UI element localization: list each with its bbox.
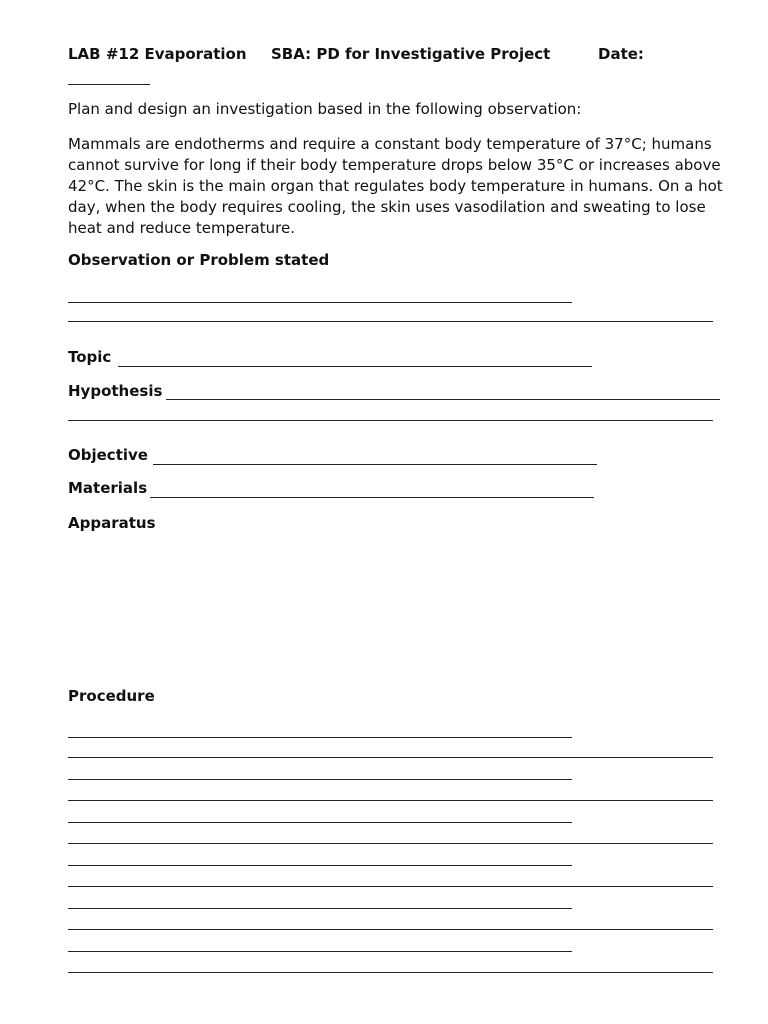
procedure-answer-line[interactable]	[68, 908, 572, 909]
procedure-answer-line[interactable]	[68, 951, 572, 952]
instruction-text: Plan and design an investigation based in the following observation:	[68, 100, 582, 118]
procedure-answer-line[interactable]	[68, 822, 572, 823]
procedure-heading: Procedure	[68, 687, 155, 705]
objective-answer-line[interactable]	[153, 464, 597, 465]
topic-label: Topic	[68, 348, 112, 366]
materials-answer-line[interactable]	[150, 497, 594, 498]
hypothesis-answer-line[interactable]	[166, 399, 720, 400]
date-label: Date:	[598, 45, 644, 63]
observation-answer-line[interactable]	[68, 321, 713, 322]
procedure-answer-line[interactable]	[68, 779, 572, 780]
observation-answer-line[interactable]	[68, 302, 572, 303]
materials-row	[68, 479, 147, 497]
hypothesis-row	[68, 382, 162, 400]
observation-paragraph: Mammals are endotherms and require a constant body temperature of 37°C; humans cannot survive for long if their body temperature drops below 35°C or increases above 42°C. The skin is the main organ that regulates body temperature in humans. On a hot day, when the body requires cooling, the skin uses vasodilation and sweating to lose heat and reduce temperature.	[68, 135, 723, 237]
lab-title: LAB #12 Evaporation	[68, 45, 247, 63]
topic-answer-line[interactable]	[118, 366, 592, 367]
document-header	[68, 45, 708, 65]
materials-label: Materials	[68, 479, 148, 497]
hypothesis-answer-line[interactable]	[68, 420, 713, 421]
procedure-answer-line[interactable]	[68, 865, 572, 866]
procedure-answer-line[interactable]	[68, 757, 713, 758]
procedure-answer-line[interactable]	[68, 929, 713, 930]
objective-label: Objective	[68, 446, 148, 464]
topic-row	[68, 348, 111, 366]
sba-title: SBA: PD for Investigative Project	[271, 45, 551, 63]
procedure-answer-line[interactable]	[68, 800, 713, 801]
observation-heading: Observation or Problem stated	[68, 251, 330, 269]
objective-row	[68, 446, 148, 464]
procedure-answer-line[interactable]	[68, 886, 713, 887]
hypothesis-label: Hypothesis	[68, 382, 163, 400]
apparatus-heading: Apparatus	[68, 514, 156, 532]
date-fill-line[interactable]	[68, 84, 150, 85]
procedure-answer-line[interactable]	[68, 843, 713, 844]
procedure-answer-line[interactable]	[68, 737, 572, 738]
procedure-answer-line[interactable]	[68, 972, 713, 973]
